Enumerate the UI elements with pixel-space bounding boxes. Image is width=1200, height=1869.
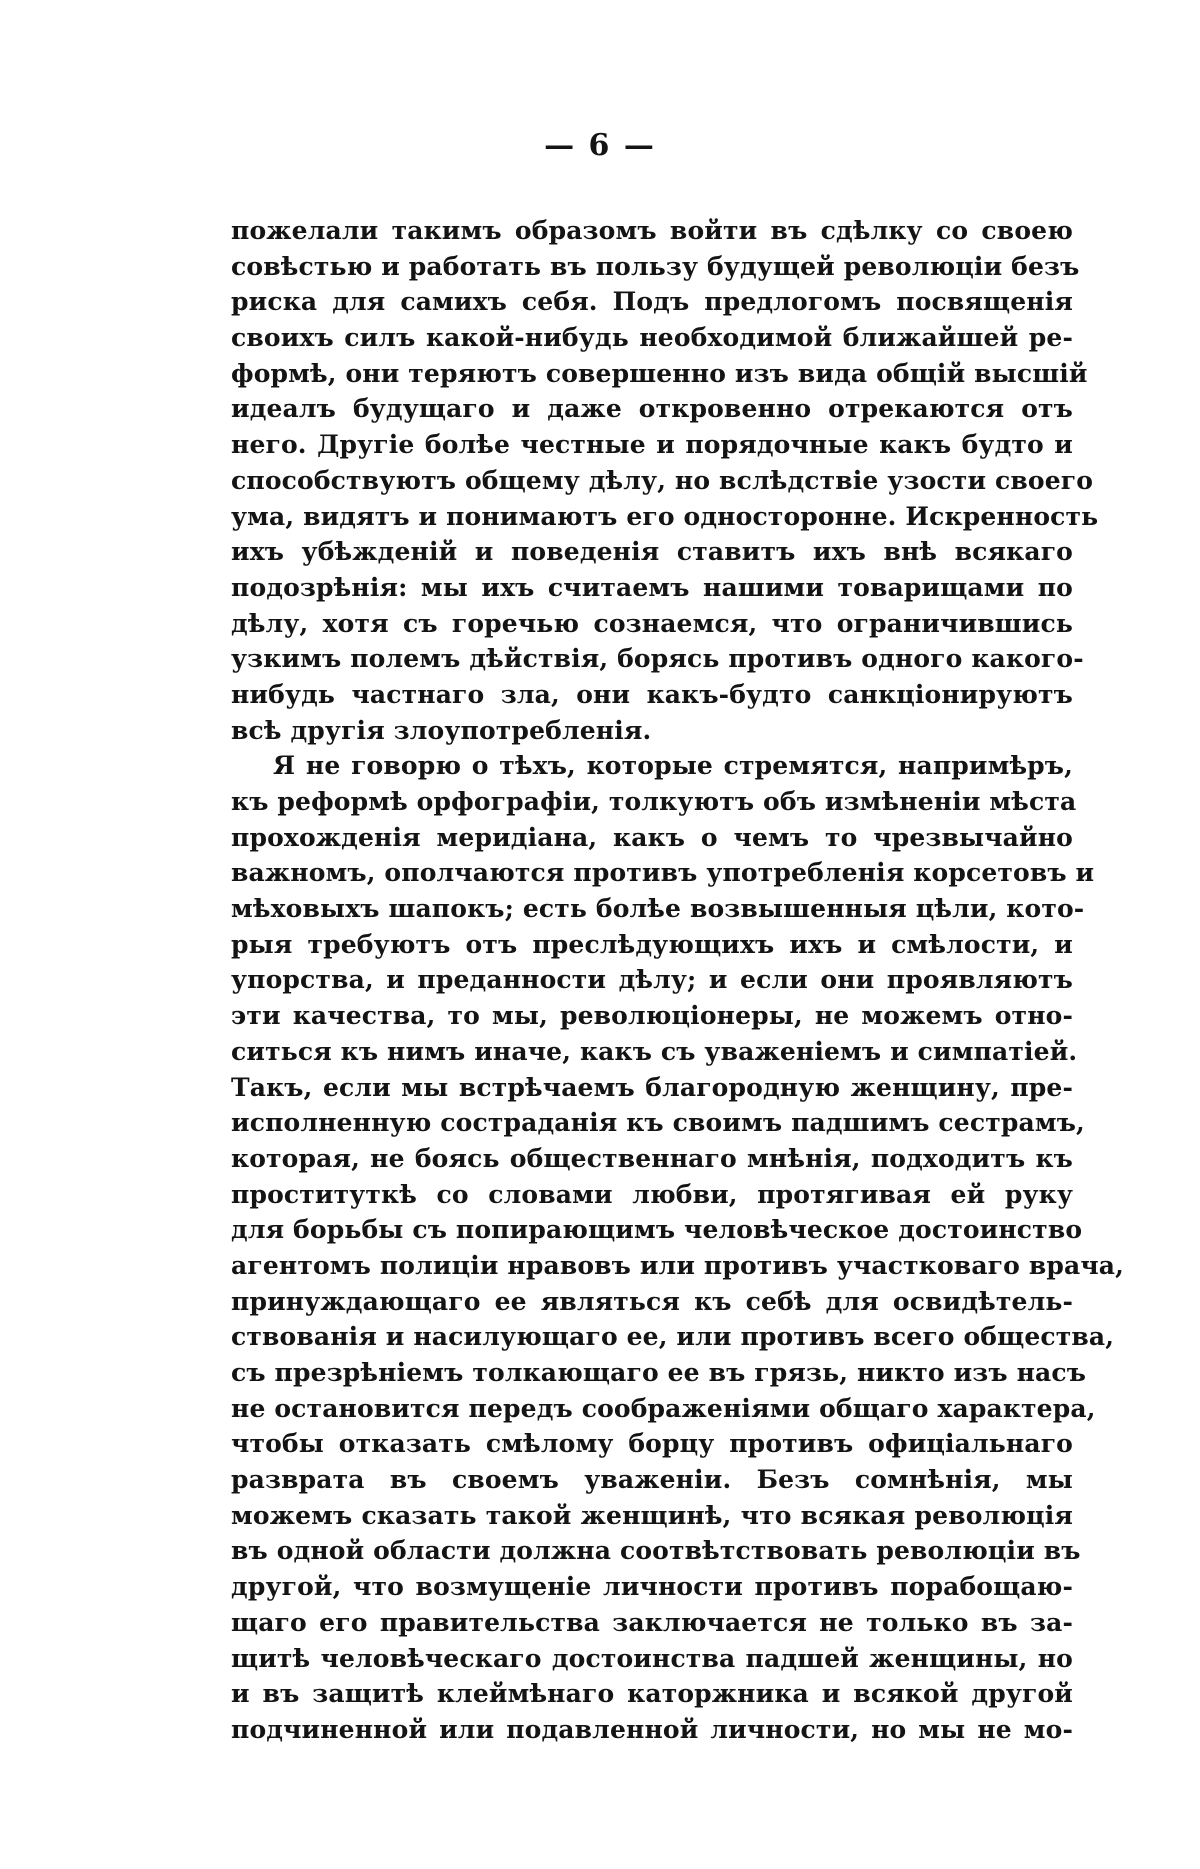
text-line: Я не говорю о тѣхъ, которые стремятся, напримѣръ, — [273, 751, 1073, 781]
body-text — [231, 213, 1124, 1748]
text-line: совѣстью и работать въ пользу будущей революціи безъ — [231, 251, 1080, 281]
text-line: агентомъ полиціи нравовъ или противъ участковаго врача, — [231, 1250, 1124, 1280]
text-line: для борьбы съ попирающимъ человѣческое достоинство — [231, 1215, 1083, 1245]
text-line: пожелали такимъ образомъ войти въ сдѣлку со своею — [231, 216, 1073, 245]
text-line: важномъ, ополчаются противъ употребленія корсетовъ и — [231, 858, 1095, 888]
text-line: съ презрѣніемъ толкающаго ее въ грязь, никто изъ насъ — [231, 1358, 1087, 1387]
text-line: и въ защитѣ клеймѣнаго каторжника и всякой другой — [231, 1679, 1073, 1709]
text-line: всѣ другія злоупотребленія. — [231, 715, 652, 745]
text-line: узкимъ полемъ дѣйствія, борясь противъ одного какого- — [231, 644, 1084, 674]
text-line: мѣховыхъ шапокъ; есть болѣе возвышенныя цѣли, кото- — [231, 894, 1085, 924]
text-line: которая, не боясь общественнаго мнѣнія, подходитъ къ — [231, 1143, 1073, 1173]
text-line: разврата въ своемъ уваженіи. Безъ сомнѣнія, мы — [231, 1465, 1073, 1495]
text-line: щитѣ человѣческаго достоинства падшей женщины, но — [231, 1643, 1073, 1673]
text-line: Такъ, если мы встрѣчаемъ благородную женщину, пре- — [231, 1072, 1073, 1102]
text-line: ситься къ нимъ иначе, какъ съ уваженіемъ и симпатіей. — [231, 1036, 1078, 1066]
text-line: подчиненной или подавленной личности, но мы не мо- — [231, 1714, 1073, 1744]
text-line: ствованія и насилующаго ее, или противъ всего общества, — [231, 1322, 1115, 1352]
text-line: нибудь частнаго зла, они какъ-будто санкціонируютъ — [231, 679, 1073, 709]
text-line: чтобы отказать смѣлому борцу противъ офиціальнаго — [231, 1429, 1073, 1459]
text-line: не остановится передъ соображеніями общаго характера, — [231, 1393, 1096, 1423]
text-line: риска для самихъ себя. Подъ предлогомъ посвященія — [231, 287, 1073, 317]
text-line: въ одной области должна соотвѣтствовать революціи въ — [231, 1536, 1081, 1566]
text-line: него. Другіе болѣе честные и порядочные какъ будто и — [231, 430, 1073, 460]
text-line: упорства, и преданности дѣлу; и если они проявляютъ — [231, 965, 1073, 995]
text-line: прохожденія меридіана, какъ о чемъ то чрезвычайно — [231, 822, 1073, 852]
text-line: рыя требуютъ отъ преслѣдующихъ ихъ и смѣлости, и — [231, 929, 1073, 959]
text-line: проституткѣ со словами любви, протягивая ей руку — [231, 1179, 1073, 1209]
text-line: другой, что возмущеніе личности противъ порабощаю- — [231, 1572, 1073, 1602]
text-line: къ реформѣ орфографіи, толкуютъ объ измѣненіи мѣста — [231, 787, 1077, 816]
text-line: идеалъ будущаго и даже откровенно отрекаются отъ — [231, 394, 1073, 424]
text-line: своихъ силъ какой-нибудь необходимой ближайшей ре- — [231, 323, 1073, 353]
text-line: ихъ убѣжденій и поведенія ставитъ ихъ внѣ всякаго — [231, 537, 1073, 567]
page-number: — 6 — — [544, 128, 656, 163]
text-line: эти качества, то мы, революціонеры, не можемъ отно- — [231, 1001, 1073, 1031]
text-line: формѣ, они теряютъ совершенно изъ вида общій высшій — [231, 358, 1088, 388]
text-line: можемъ сказать такой женщинѣ, что всякая революція — [231, 1500, 1073, 1530]
text-line: принуждающаго ее являться къ себѣ для освидѣтель- — [231, 1286, 1073, 1316]
text-line: способствуютъ общему дѣлу, но вслѣдствіе узости своего — [231, 465, 1094, 495]
text-line: щаго его правительства заключается не только въ за- — [231, 1607, 1073, 1637]
text-line: ума, видятъ и понимаютъ его односторонне. Искренность — [231, 501, 1099, 531]
text-line: подозрѣнія: мы ихъ считаемъ нашими товарищами по — [231, 572, 1073, 602]
text-line: дѣлу, хотя съ горечью сознаемся, что ограничившись — [231, 608, 1073, 638]
text-line: исполненную состраданія къ своимъ падшимъ сестрамъ, — [231, 1108, 1085, 1138]
